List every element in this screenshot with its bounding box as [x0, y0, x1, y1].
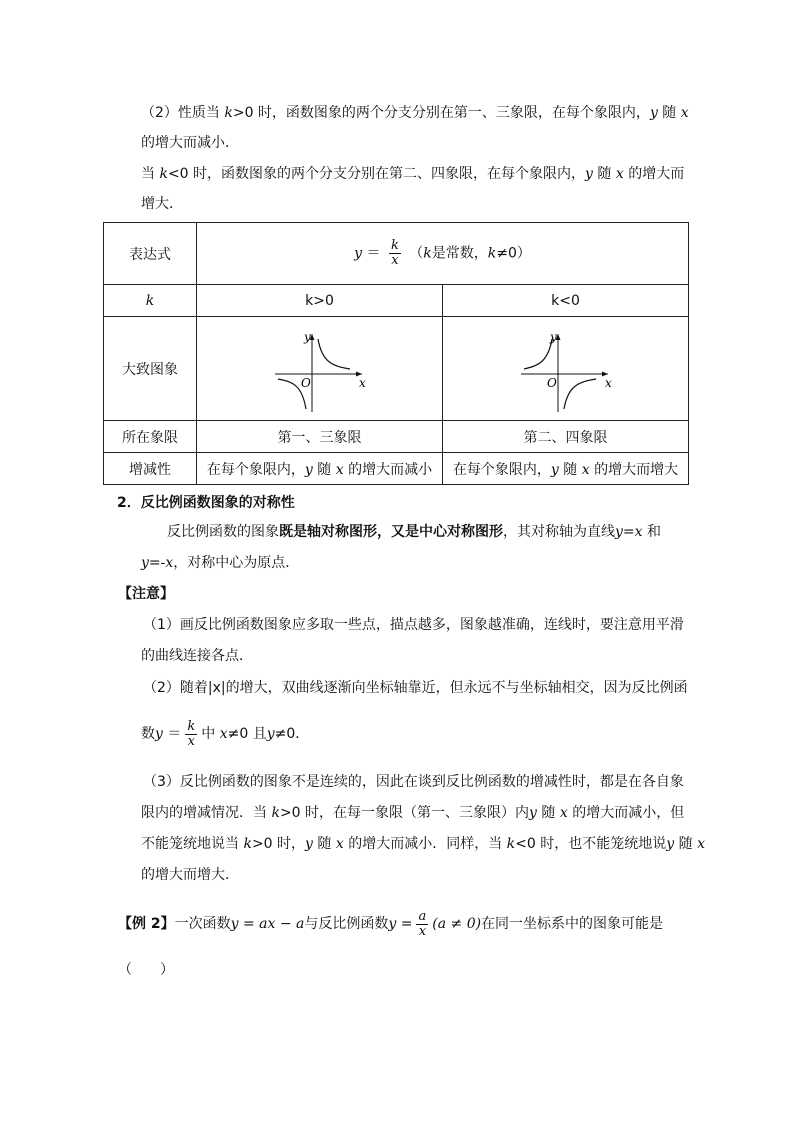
quadrants-k-negative: 第二、四象限 — [443, 421, 689, 453]
emphasis-text: 既是轴对称图形，又是中心对称图形 — [279, 524, 503, 540]
equation-y-eq-x: y=x — [615, 524, 643, 540]
var-k: k — [271, 805, 280, 821]
text: <0 时，也不能笼统地说 — [515, 836, 667, 852]
note-3-line-4: 的增大而增大． — [141, 867, 239, 883]
table-row-k — [104, 285, 689, 317]
text: 随 — [592, 166, 616, 182]
var-y: y — [354, 245, 363, 262]
text: 与反比例函数 — [304, 916, 389, 932]
text: 随 — [312, 461, 336, 478]
var-x: x — [581, 461, 590, 478]
text: 限内的增减情况．当 — [141, 805, 272, 821]
text: 在每个象限内， — [452, 461, 551, 478]
var-y: y — [649, 105, 658, 121]
row-label-trend: 增减性 — [104, 453, 197, 485]
var-y: y — [550, 461, 559, 478]
numerator: k — [187, 718, 196, 734]
var-x: x — [615, 166, 624, 182]
axis-label-x: x — [604, 375, 612, 390]
row-label-quadrants: 所在象限 — [104, 421, 197, 453]
var-k: k — [224, 105, 233, 121]
var-x: x — [335, 836, 344, 852]
text: 随 — [657, 105, 681, 121]
text: 和 — [642, 524, 661, 540]
text: 随 — [674, 836, 698, 852]
text: （ — [409, 245, 424, 262]
fraction-k-over-x — [389, 239, 401, 268]
origin-label: O — [300, 375, 311, 390]
var-y: y — [305, 836, 313, 852]
section2-line-1 — [167, 522, 661, 542]
answer-parentheses: （ ） — [118, 962, 174, 978]
branch-quadrant-1 — [318, 339, 350, 369]
hyperbola-graph-k-positive — [270, 324, 370, 414]
fraction-a-over-x — [416, 910, 428, 939]
text: 不能笼统地说当 — [141, 836, 244, 852]
quadrants-k-positive: 第一、三象限 — [197, 421, 443, 453]
text: 是常数， — [431, 245, 488, 262]
hyperbola-graph-k-negative — [516, 324, 616, 414]
text: >0 时，函数图象的两个分支分别在第一、三象限，在每个象限内， — [232, 105, 650, 121]
note-1-line-2: 的曲线连接各点． — [141, 648, 253, 664]
text: 的增大而 — [623, 166, 685, 182]
note-heading: 【注意】 — [118, 586, 174, 602]
text: ≠0） — [496, 245, 531, 262]
table-row-graph — [104, 317, 689, 421]
intro-line-4: 增大． — [141, 196, 183, 212]
note-3-line-1: （3）反比例函数的图象不是连续的，因此在谈到反比例函数的增减性时，都是在各自象 — [143, 774, 684, 790]
note-3-line-2 — [141, 803, 684, 823]
text: 中 — [201, 726, 220, 742]
table-row-trend — [104, 453, 689, 485]
text: ≠0． — [274, 726, 310, 742]
note-2-line-2 — [141, 714, 309, 754]
branch-quadrant-4 — [564, 379, 596, 409]
example-2 — [118, 904, 663, 944]
axis-label-y: y — [549, 329, 557, 344]
axis-label-y: y — [303, 329, 311, 344]
text: 当 — [141, 166, 160, 182]
var-y: y — [155, 726, 163, 742]
fraction-k-over-x — [185, 720, 197, 749]
equals: ＝ — [366, 245, 381, 262]
text: ≠0 且 — [227, 726, 267, 742]
text: >0 时， — [251, 836, 306, 852]
axis-label-x: x — [358, 375, 366, 390]
var-x: x — [335, 461, 344, 478]
row-label-expression: 表达式 — [104, 223, 197, 285]
equals: ＝ — [167, 726, 182, 742]
section2-line-2 — [141, 553, 299, 573]
text: 反比例函数的图象 — [167, 524, 279, 540]
var-k: k — [487, 245, 497, 262]
var-y: y — [266, 726, 275, 742]
note-1-line-1: （1）画反比例函数图象应多取一些点，描点越多，图象越准确，连线时，要注意用平滑 — [143, 617, 684, 633]
text: ，其对称轴为直线 — [503, 524, 615, 540]
var-y: y — [666, 836, 675, 852]
equation-y-eq-neg-x: y=-x — [141, 555, 174, 571]
note-3-line-3 — [141, 834, 705, 854]
table-row-quadrants — [104, 421, 689, 453]
formula-cell — [197, 223, 689, 285]
col-head-k-negative: k<0 — [443, 285, 689, 317]
var-k: k — [243, 836, 252, 852]
numerator: a — [418, 908, 427, 924]
text: （2）性质当 — [141, 105, 225, 121]
var-x: x — [219, 726, 228, 742]
text: 在每个象限内， — [206, 461, 305, 478]
text: 在同一坐标系中的图象可能是 — [481, 916, 664, 932]
section2-heading: 2．反比例函数图象的对称性 — [117, 495, 295, 511]
var-y: y — [529, 805, 537, 821]
graph-cell-k-negative — [443, 317, 689, 421]
trend-k-negative — [443, 453, 689, 485]
text: 的增大而减小．同样，当 — [343, 836, 507, 852]
equation-linear: y = ax − a — [230, 916, 305, 932]
origin-label: O — [546, 375, 557, 390]
condition: (a ≠ 0) — [432, 916, 482, 932]
equation-inverse-lhs: y = — [388, 916, 413, 932]
var-x: x — [680, 105, 689, 121]
example-tag: 【例 2】 — [118, 916, 175, 932]
properties-table — [103, 222, 689, 485]
var-y: y — [304, 461, 313, 478]
note-2-line-1: （2）随着|x|的增大，双曲线逐渐向坐标轴靠近，但永远不与坐标轴相交，因为反比例函 — [143, 680, 688, 696]
text: 随 — [312, 836, 336, 852]
row-label-k: k — [104, 285, 197, 317]
numerator: k — [390, 238, 399, 253]
denominator: x — [187, 733, 195, 749]
var-x: x — [697, 836, 705, 852]
text: 的增大而减小，但 — [567, 805, 685, 821]
var-x: x — [559, 805, 568, 821]
text: 随 — [558, 461, 582, 478]
intro-line-3 — [141, 164, 684, 184]
text: ，对称中心为原点． — [173, 555, 300, 571]
denominator: x — [418, 923, 427, 939]
var-y: y — [585, 166, 593, 182]
text: 一次函数 — [174, 916, 231, 932]
var-k: k — [506, 836, 516, 852]
text: 数 — [141, 726, 155, 742]
denominator: x — [391, 253, 399, 268]
table-row-expression — [104, 223, 689, 285]
text: <0 时，函数图象的两个分支分别在第二、四象限，在每个象限内， — [167, 166, 586, 182]
var-k: k — [159, 166, 168, 182]
trend-k-positive — [197, 453, 443, 485]
text: 的增大而减小 — [343, 461, 433, 478]
intro-line-1 — [141, 103, 689, 123]
text: >0 时，在每一象限（第一、三象限）内 — [279, 805, 530, 821]
text: 随 — [536, 805, 560, 821]
row-label-graph: 大致图象 — [104, 317, 197, 421]
var-k: k — [423, 245, 432, 262]
intro-line-2: 的增大而减小． — [141, 135, 239, 151]
graph-cell-k-positive — [197, 317, 443, 421]
col-head-k-positive: k>0 — [197, 285, 443, 317]
branch-quadrant-2 — [524, 339, 552, 369]
text: 的增大而增大 — [589, 461, 679, 478]
